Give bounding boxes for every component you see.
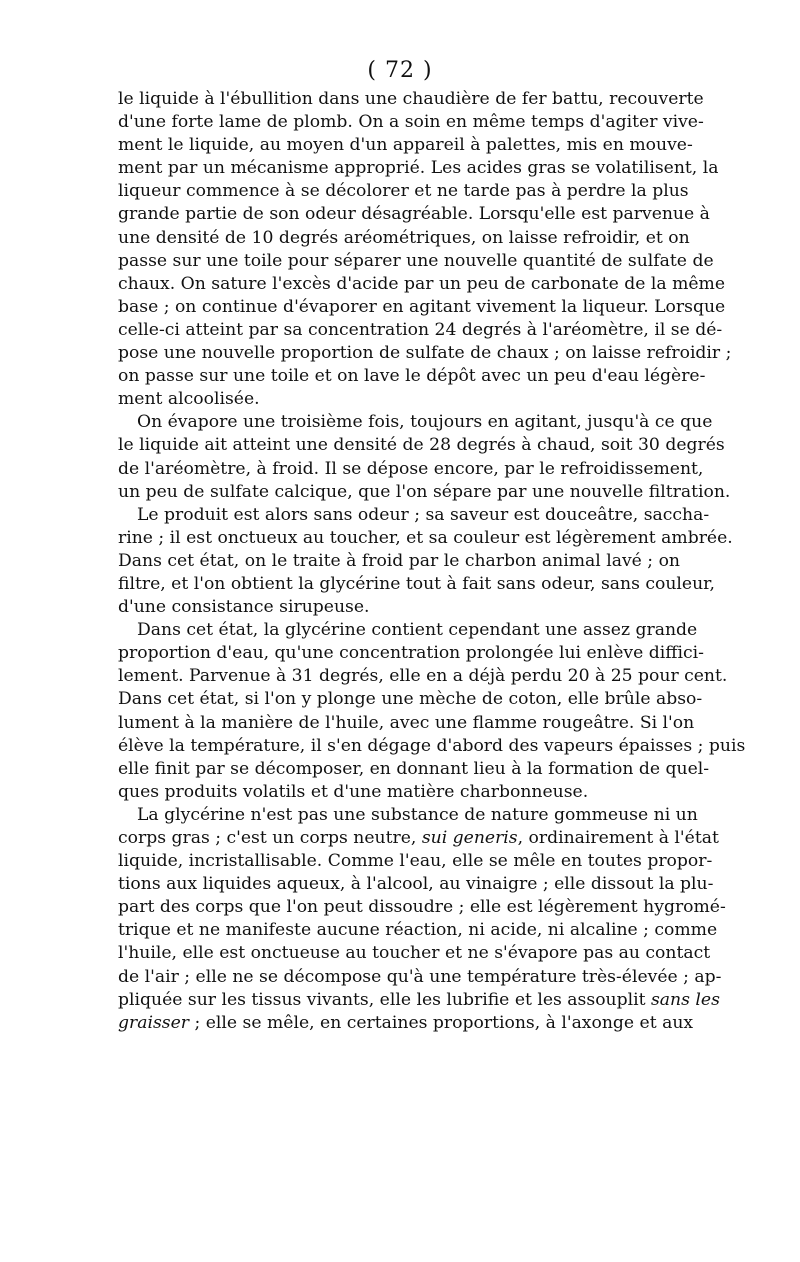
text-line: liqueur commence à se décolorer et ne tarde pas à perdre la plus (118, 181, 689, 202)
text-line: passe sur une toile pour séparer une nouvelle quantité de sulfate de (118, 250, 714, 271)
text-line: filtre, et l'on obtient la glycérine tout à fait sans odeur, sans couleur, (118, 573, 715, 594)
text-line: Le produit est alors sans odeur ; sa saveur est douceâtre, saccha- (137, 504, 710, 525)
paragraph (118, 619, 746, 804)
text-line: le liquide à l'ébullition dans une chaudière de fer battu, recouverte (118, 89, 704, 109)
text-line: de l'air ; elle ne se décompose qu'à une température très-élevée ; ap- (118, 966, 722, 987)
text-line: grande partie de son odeur désagréable. Lorsqu'elle est parvenue à (118, 204, 710, 225)
text-line: ment le liquide, au moyen d'un appareil à palettes, mis en mouve- (118, 135, 693, 156)
text-line: trique et ne manifeste aucune réaction, ni acide, ni alcaline ; comme (118, 920, 718, 941)
text-line: On évapore une troisième fois, toujours en agitant, jusqu'à ce que (137, 412, 713, 433)
body-text (118, 88, 746, 1035)
text-line: ment alcoolisée. (118, 389, 260, 410)
text-line: corps gras ; c'est un corps neutre, sui generis, ordinairement à l'état (118, 828, 719, 848)
text-line: ques produits volatils et d'une matière charbonneuse. (118, 781, 589, 802)
text-line: tions aux liquides aqueux, à l'alcool, au vinaigre ; elle dissout la plu- (118, 874, 714, 895)
text-line: Dans cet état, on le traite à froid par le charbon animal lavé ; on (118, 550, 680, 571)
paragraph (118, 804, 726, 1035)
text-line: ment par un mécanisme approprié. Les acides gras se volatilisent, la (118, 158, 719, 179)
page-number: ( 72 ) (367, 58, 433, 83)
text-line: de l'aréomètre, à froid. Il se dépose encore, par le refroidissement, (118, 458, 704, 479)
text-line: rine ; il est onctueux au toucher, et sa couleur est légèrement ambrée. (118, 527, 733, 548)
text-line: pose une nouvelle proportion de sulfate de chaux ; on laisse refroidir ; (118, 343, 732, 364)
paragraph (118, 411, 731, 503)
text-line: La glycérine n'est pas une substance de nature gommeuse ni un (137, 804, 698, 825)
text-line: Dans cet état, la glycérine contient cependant une assez grande (137, 620, 698, 641)
text-line: elle finit par se décomposer, en donnant lieu à la formation de quel- (118, 758, 710, 779)
text-line: proportion d'eau, qu'une concentration prolongée lui enlève diffici- (118, 643, 704, 664)
text-line: base ; on continue d'évaporer en agitant vivement la liqueur. Lorsque (118, 296, 726, 317)
text-line: le liquide ait atteint une densité de 28 degrés à chaud, soit 30 degrés (118, 435, 725, 456)
text-line: chaux. On sature l'excès d'acide par un peu de carbonate de la même (118, 273, 726, 294)
text-line: l'huile, elle est onctueuse au toucher et ne s'évapore pas au contact (118, 943, 711, 964)
text-line: lument à la manière de l'huile, avec une flamme rougeâtre. Si l'on (118, 712, 695, 733)
text-line: on passe sur une toile et on lave le dépôt avec un peu d'eau légère- (118, 366, 706, 387)
text-line: élève la température, il s'en dégage d'abord des vapeurs épaisses ; puis (118, 735, 746, 756)
paragraph (118, 504, 733, 619)
text-line: graisser ; elle se mêle, en certaines proportions, à l'axonge et aux (118, 1012, 694, 1033)
text-line: liquide, incristallisable. Comme l'eau, elle se mêle en toutes propor- (118, 851, 713, 872)
paragraph (118, 88, 732, 411)
text-line: pliquée sur les tissus vivants, elle les lubrifie et les assouplit sans les (118, 989, 720, 1010)
text-line: d'une forte lame de plomb. On a soin en même temps d'agiter vive- (118, 112, 704, 133)
text-line: Dans cet état, si l'on y plonge une mèche de coton, elle brûle abso- (118, 689, 703, 710)
text-line: lement. Parvenue à 31 degrés, elle en a déjà perdu 20 à 25 pour cent. (118, 666, 728, 687)
text-line: celle-ci atteint par sa concentration 24 degrés à l'aréomètre, il se dé- (118, 319, 723, 340)
text-line: une densité de 10 degrés aréométriques, on laisse refroidir, et on (118, 227, 690, 248)
text-line: d'une consistance sirupeuse. (118, 597, 370, 618)
text-line: un peu de sulfate calcique, que l'on sépare par une nouvelle filtration. (118, 481, 731, 502)
text-line: part des corps que l'on peut dissoudre ; elle est légèrement hygromé- (118, 897, 726, 918)
